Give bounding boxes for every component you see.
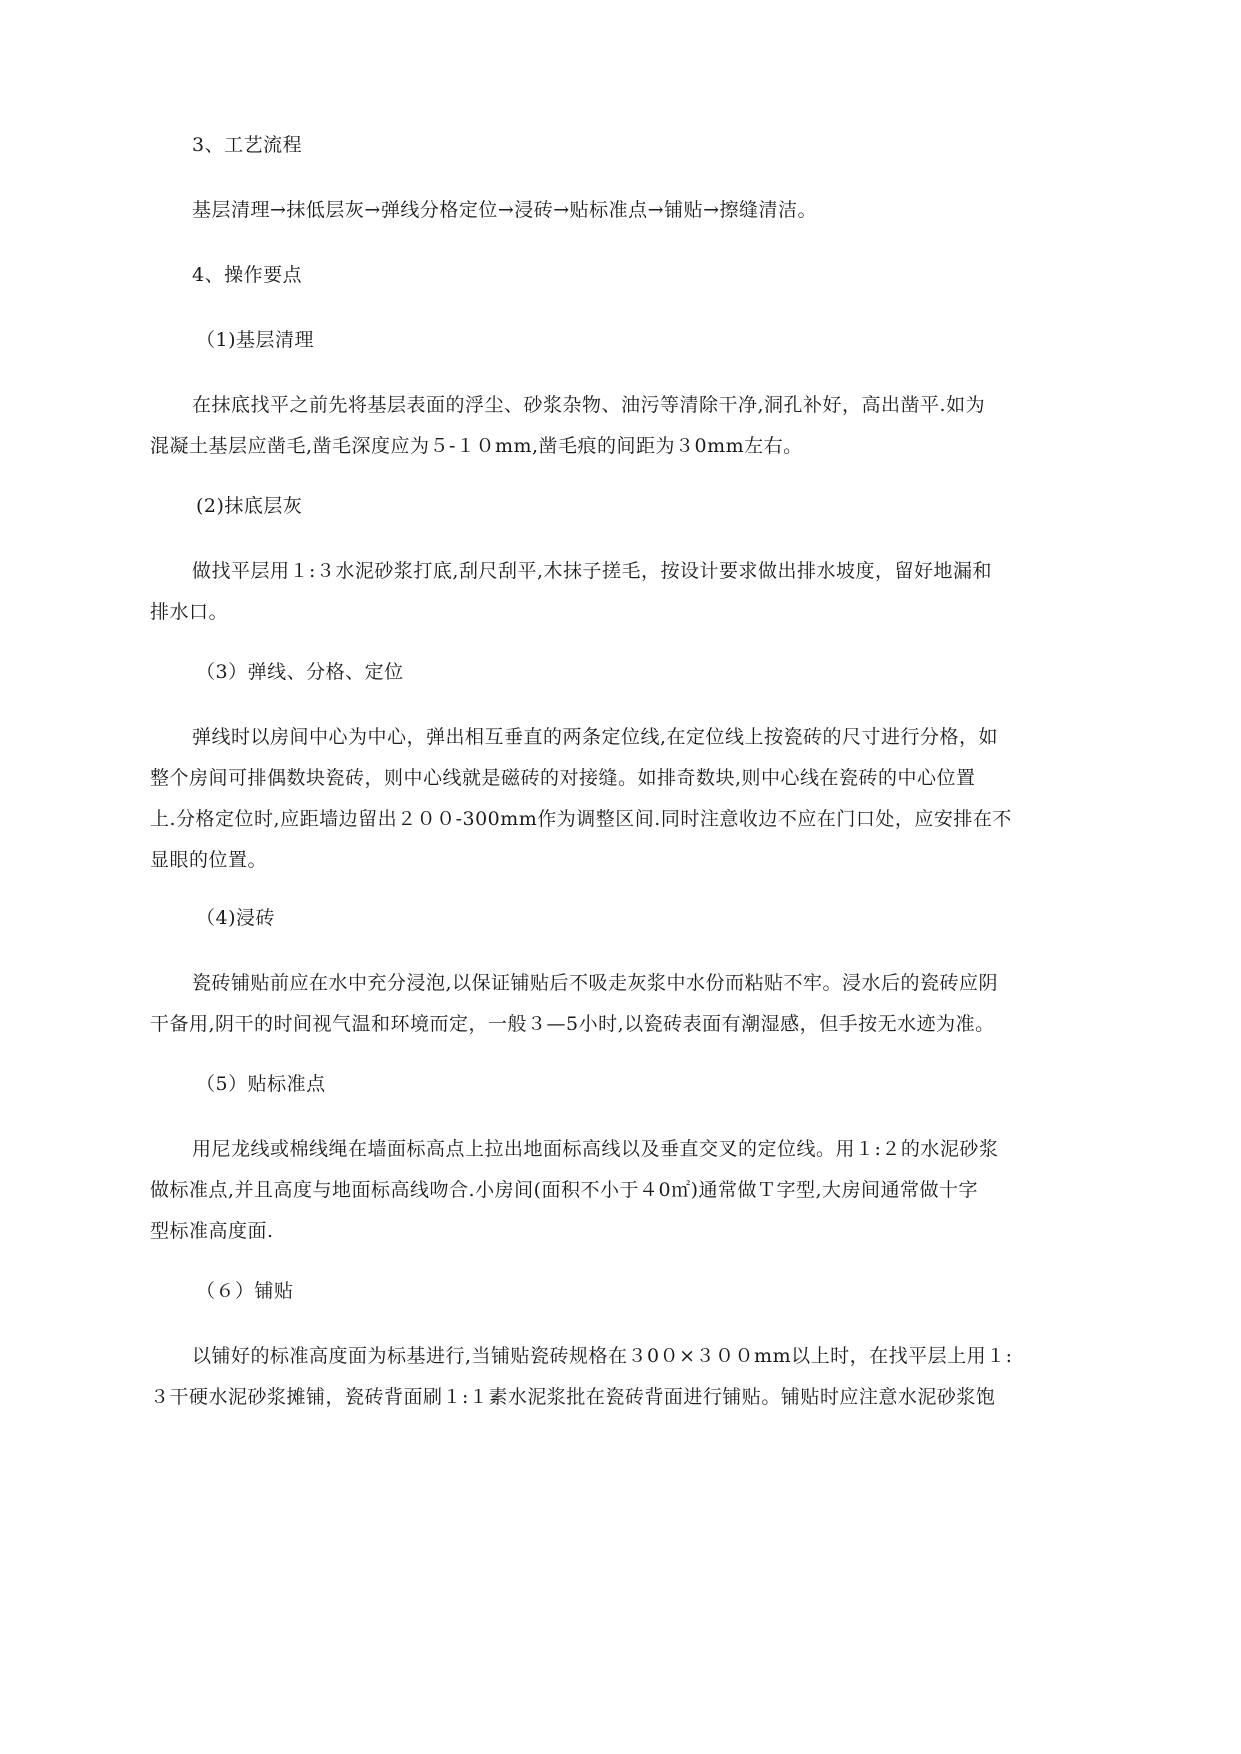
paragraph-2-line-1: 做找平层用１:３水泥砂浆打底,刮尺刮平,木抹子搓毛，按设计要求做出排水坡度，留好地漏和 <box>192 560 992 582</box>
paragraph-4-line-2: 干备用,阴干的时间视气温和环境而定，一般３—5小时,以瓷砖表面有潮湿感，但手按无水迹为准。 <box>150 1013 995 1035</box>
section-3-title: 3、工艺流程 <box>192 134 303 156</box>
subsection-6-title: （６）铺贴 <box>196 1280 294 1302</box>
paragraph-5-line-3: 型标准高度面. <box>150 1220 274 1242</box>
paragraph-1-line-1: 在抹底找平之前先将基层表面的浮尘、砂浆杂物、油污等清除干净,洞孔补好，高出凿平.如为 <box>192 394 986 416</box>
paragraph-4-line-1: 瓷砖铺贴前应在水中充分浸泡,以保证铺贴后不吸走灰浆中水份而粘贴不牢。浸水后的瓷砖应阴 <box>192 972 999 994</box>
paragraph-6-line-1: 以铺好的标准高度面为标基进行,当铺贴瓷砖规格在３0０×３００mm以上时，在找平层上用１: <box>192 1345 1013 1367</box>
subsection-5-title: （5）贴标准点 <box>196 1073 326 1095</box>
paragraph-3-line-4: 显眼的位置。 <box>150 849 268 871</box>
paragraph-6-line-2: ３干硬水泥砂浆摊铺，瓷砖背面刷１:１素水泥浆批在瓷砖背面进行铺贴。铺贴时应注意水泥砂浆饱 <box>150 1386 996 1408</box>
paragraph-5-line-1: 用尼龙线或棉线绳在墙面标高点上拉出地面标高线以及垂直交叉的定位线。用１:２的水泥砂浆 <box>192 1138 999 1160</box>
subsection-4-title: （4)浸砖 <box>196 907 276 929</box>
subsection-2-title: (2)抹底层灰 <box>196 495 303 517</box>
paragraph-5-line-2: 做标准点,并且高度与地面标高线吻合.小房间(面积不小于４0㎡)通常做Ｔ字型,大房间通常做十字 <box>150 1179 979 1201</box>
paragraph-2-line-2: 排水口。 <box>150 601 229 623</box>
paragraph-3-line-2: 整个房间可排偶数块瓷砖，则中心线就是磁砖的对接缝。如排奇数块,则中心线在瓷砖的中心位置 <box>150 767 976 789</box>
paragraph-3-line-3: 上.分格定位时,应距墙边留出２００-300mm作为调整区间.同时注意收边不应在门口处，应安排在不 <box>150 808 1012 830</box>
section-4-title: 4、操作要点 <box>192 264 303 286</box>
subsection-1-title: （1)基层清理 <box>196 329 315 351</box>
subsection-3-title: （3）弹线、分格、定位 <box>196 661 404 683</box>
process-flow: 基层清理→抹低层灰→弹线分格定位→浸砖→贴标准点→铺贴→擦缝清洁。 <box>192 199 818 221</box>
paragraph-3-line-1: 弹线时以房间中心为中心，弹出相互垂直的两条定位线,在定位线上按瓷砖的尺寸进行分格，如 <box>192 726 999 748</box>
paragraph-1-line-2: 混凝土基层应凿毛,凿毛深度应为５-１０mm,凿毛痕的间距为３0mm左右。 <box>150 435 803 457</box>
